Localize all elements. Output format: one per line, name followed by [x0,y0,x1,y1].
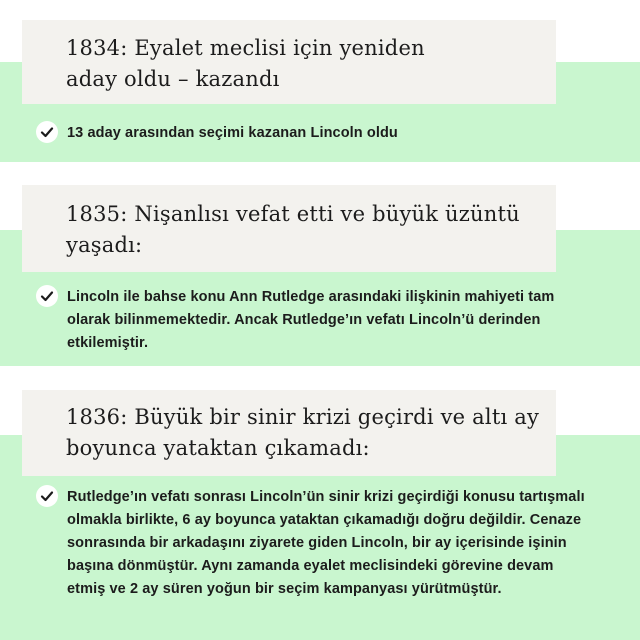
section-heading-card-1834 [22,20,556,104]
check-icon [36,285,58,307]
bullet-item-1836 [36,486,626,601]
section-heading-1835: 1835: Nişanlısı vefat etti ve büyük üzüntü yaşadı: [66,202,520,257]
bullet-text-1836: Rutledge’ın vefatı sonrası Lincoln’ün sinir krizi geçirdiği konusu tartışmalı olmakla birlikte, 6 ay boyunca yataktan çıkamadığı doğru değildir. Cenaze sonrasında bir arkadaşını ziyarete giden Lincoln, bir ay içerisinde işinin başına dönmüştür. Aynı zamanda eyalet meclisindeki görevine devam etmiş ve 2 ay süren yoğun bir seçim kampanyası yürütmüştür. [67,489,585,597]
check-icon [36,121,58,143]
bullet-item-1834 [36,122,626,145]
section-heading-1836: 1836: Büyük bir sinir krizi geçirdi ve altı ay boyunca yataktan çıkamadı: [66,405,540,460]
section-heading-1834: 1834: Eyalet meclisi için yeniden aday oldu – kazandı [66,36,425,91]
section-heading-card-1835 [22,185,556,272]
bullet-text-1835: Lincoln ile bahse konu Ann Rutledge arasındaki ilişkinin mahiyeti tam olarak bilinmemektedir. Ancak Rutledge’ın vefatı Lincoln’ü derinden etkilemiştir. [67,289,555,351]
check-icon [36,485,58,507]
bullet-item-1835 [36,286,626,355]
section-heading-card-1836 [22,390,556,476]
bullet-text-1834: 13 aday arasından seçimi kazanan Lincoln oldu [67,125,398,141]
